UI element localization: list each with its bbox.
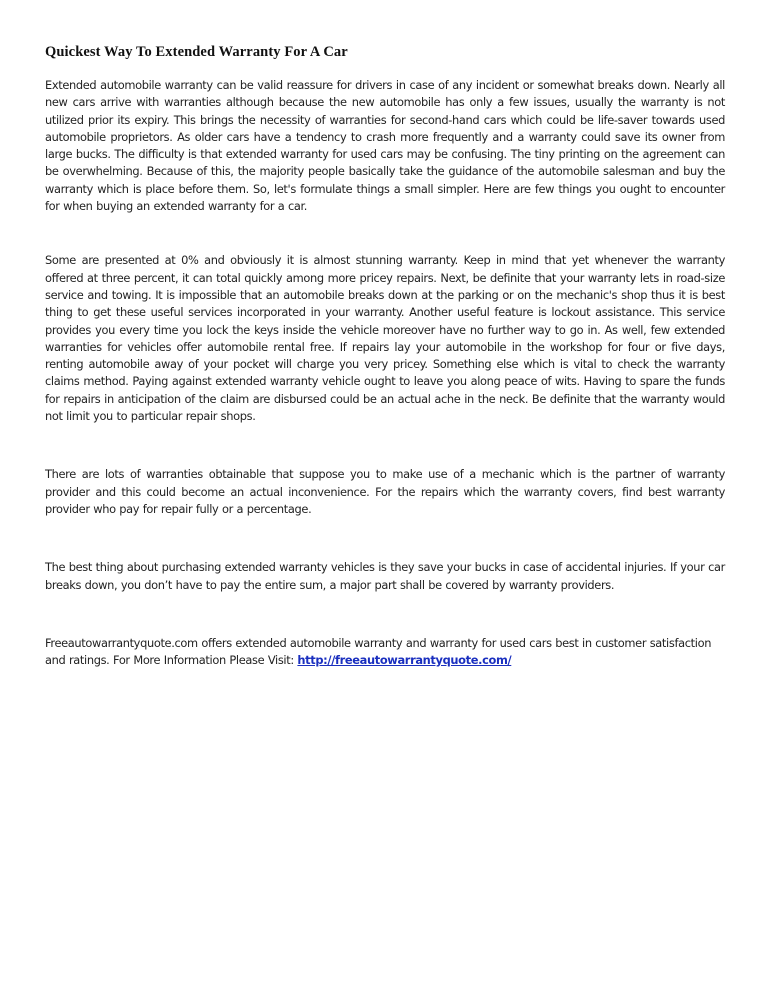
document-title: Quickest Way To Extended Warranty For A Car [45,44,348,60]
website-link[interactable]: http://freeautowarrantyquote.com/ [297,653,512,668]
paragraph-mechanics: There are lots of warranties obtainable that suppose you to make use of a mechanic which is the partner of warranty provider and this could become an actual inconvenience. For the repairs which the warranty covers, find best warranty provider who pay for repair fully or a percentage. [45,467,725,516]
closing-text: Freeautowarrantyquote.com offers extended automobile warranty and warranty for used cars best in customer satisfaction and ratings. For More Information Please Visit: [45,635,712,668]
document-page [45,44,725,669]
paragraph-benefits: The best thing about purchasing extended warranty vehicles is they save your bucks in case of accidental injuries. If your car breaks down, you don’t have to pay the entire sum, a major part shall be covered by warranty providers. [45,560,725,592]
paragraph-features: Some are presented at 0% and obviously it is almost stunning warranty. Keep in mind that yet whenever the warranty offered at three percent, it can total quickly among more pricey repairs. Next, be definite that your warranty lets in road-size service and towing. It is impossible that an automobile breaks down at the parking or on the mechanic's shop thus it is best thing to get these useful services incorporated in your warranty. Another useful feature is lockout assistance. This service provides you every time you lock the keys inside the vehicle moreover have no further way to go in. As well, few extended warranties for vehicles offer automobile rental free. If repairs lay your automobile in the workshop for four or five days, renting automobile away of your pocket will charge you very pricey. Something else which is vital to check the warranty claims method. Paying against extended warranty vehicle ought to leave you along peace of wits. Having to spare the funds for repairs in anticipation of the claim are disbursed could be an actual ache in the neck. Be definite that the warranty would not limit you to particular repair shops. [45,253,725,424]
paragraph-closing [45,635,725,670]
paragraph-intro: Extended automobile warranty can be valid reassure for drivers in case of any incident or somewhat breaks down. Nearly all new cars arrive with warranties although because the new automobile has only a few issues, usually the warranty is not utilized prior its expiry. This brings the necessity of warranties for second-hand cars which could be life-saver towards used automobile proprietors. As older cars have a tendency to crash more frequently and a warranty could save its owner from large bucks. The difficulty is that extended warranty for used cars may be confusing. The tiny printing on the agreement can be overwhelming. Because of this, the majority people basically take the guidance of the automobile salesman and buy the warranty which is place before them. So, let's formulate things a small simpler. Here are few things you ought to encounter for when buying an extended warranty for a car. [45,78,725,214]
